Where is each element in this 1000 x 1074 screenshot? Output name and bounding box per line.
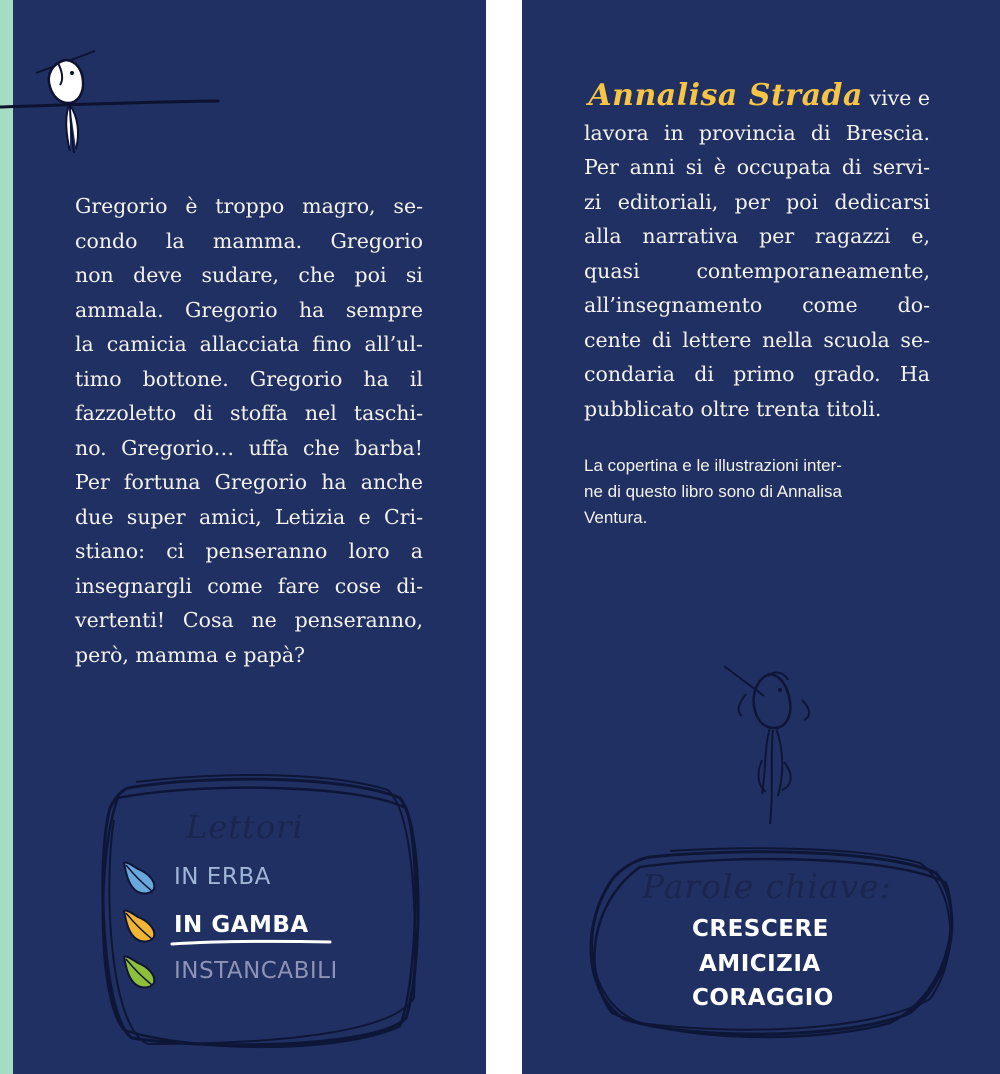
synopsis-line: però, mamma e papà? [75, 642, 306, 667]
bio-line: Per anni si è occupata di servi- [584, 155, 930, 179]
keyword: AMICIZIA [699, 951, 821, 977]
bio-line: lavora in provincia di Brescia. [584, 120, 930, 145]
reader-level-instancabili [120, 951, 338, 991]
synopsis-line: timo bottone. Gregorio ha il [75, 366, 423, 391]
bio-line: cente di lettere nella scuola se- [584, 327, 930, 352]
reader-level-in-erba [120, 857, 271, 897]
synopsis-line: condo la mamma. Gregorio [75, 228, 423, 253]
author-name: Annalisa Strada [588, 78, 863, 113]
reader-level-label: IN ERBA [174, 864, 271, 890]
bio-line: pubblicato oltre trenta titoli. [584, 396, 882, 421]
bio-line: all’insegnamento come do- [584, 293, 930, 317]
credits-line: Ventura. [584, 508, 648, 527]
credits-line: La copertina e le illustrazioni inter- [584, 456, 842, 475]
left-flap [0, 0, 486, 1074]
bio-line: zi editoriali, per poi dedicarsi [584, 189, 930, 214]
synopsis-text [75, 189, 423, 672]
synopsis-line: vertenti! Cosa ne penseranno, [75, 608, 423, 632]
bird-on-wire-icon [0, 45, 230, 165]
author-bio-first-line [584, 79, 930, 116]
synopsis-line: insegnargli come fare cose di- [75, 573, 423, 598]
bio-line: quasi contemporaneamente, [584, 258, 930, 283]
keyword: CORAGGIO [692, 985, 834, 1011]
selected-level-underline [170, 937, 332, 949]
synopsis-line: due super amici, Letizia e Cri- [75, 504, 423, 529]
bio-first-rest: vive e [869, 86, 930, 110]
synopsis-line: Per fortuna Gregorio ha anche [75, 470, 423, 494]
keyword: CRESCERE [692, 916, 829, 942]
leaf-icon [120, 905, 160, 945]
bio-line: condaria di primo grado. Ha [584, 362, 930, 386]
bird-icon [718, 656, 838, 828]
bio-line: alla narrativa per ragazzi e, [584, 224, 930, 248]
right-flap [522, 0, 1000, 1074]
reader-level-label: IN GAMBA [174, 912, 309, 938]
synopsis-line: non deve sudare, che poi si [75, 263, 423, 287]
synopsis-line: no. Gregorio… uffa che barba! [75, 435, 423, 460]
synopsis-line: Gregorio è troppo magro, se- [75, 194, 423, 218]
author-bio [584, 79, 930, 426]
synopsis-line: stiano: ci penseranno loro a [75, 539, 423, 563]
synopsis-line: ammala. Gregorio ha sempre [75, 297, 423, 322]
leaf-icon [120, 951, 160, 991]
leaf-icon [120, 857, 160, 897]
synopsis-line: la camicia allacciata fino all’ul- [75, 332, 423, 356]
credits-line: ne di questo libro sono di Annalisa [584, 482, 843, 501]
keywords-box-title: Parole chiave: [642, 867, 892, 906]
synopsis-line: fazzoletto di stoffa nel taschi- [75, 401, 423, 425]
reader-level-label: INSTANCABILI [174, 958, 338, 984]
readers-box-title: Lettori [186, 808, 304, 846]
illustration-credits [584, 453, 934, 531]
